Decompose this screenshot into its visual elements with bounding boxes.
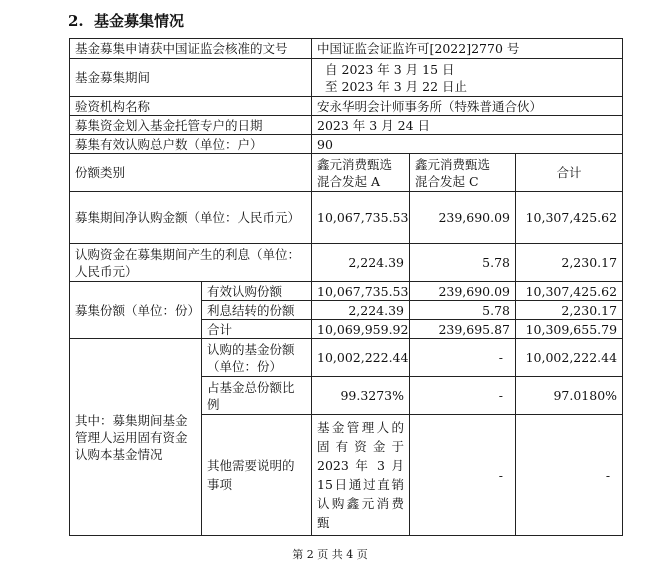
mgr-sub-label [202,339,312,377]
transfer-value: 2023 年 3 月 24 日 [312,116,623,135]
section-title: 基金募集情况 [94,12,185,30]
table-row [70,116,623,135]
mgr-other-label: 其他需要说明的事项 [202,415,312,536]
table-row [70,135,623,154]
mgr-label: 其中：募集期间基金管理人运用固有资金认购本基金情况 [70,339,202,536]
class-a-line2: 混合发起 A [317,173,381,189]
shares-eff-label: 有效认购份额 [202,282,312,301]
mgr-pct-label [202,377,312,415]
mgr-sub-total: 10,002,222.44 [516,339,623,377]
class-label: 份额类别 [70,154,312,192]
mgr-other-c: - [410,415,516,536]
households-label: 募集有效认购总户数（单位：户） [70,135,312,154]
fund-raising-table [69,38,623,536]
mgr-pct-c: - [410,377,516,415]
mgr-pct-line2: 例 [207,396,220,412]
shares-sum-total: 10,309,655.79 [516,320,623,339]
shares-int-label: 利息结转的份额 [202,301,312,320]
mgr-pct-total: 97.0180% [516,377,623,415]
transfer-label: 募集资金划入基金托管专户的日期 [70,116,312,135]
audit-label: 验资机构名称 [70,97,312,116]
households-value: 90 [312,135,623,154]
table-row [70,339,623,377]
table-row [70,39,623,59]
shares-int-a: 2,224.39 [312,301,410,320]
section-heading [68,10,184,31]
mgr-pct-a: 99.3273% [312,377,410,415]
class-c-header [410,154,516,192]
shares-label: 募集份额（单位：份） [70,282,202,339]
interest-c: 5.78 [410,244,516,282]
net-c: 239,690.09 [410,192,516,244]
shares-sum-c: 239,695.87 [410,320,516,339]
period-label: 基金募集期间 [70,59,312,97]
mgr-other-total: - [516,415,623,536]
mgr-other-a: 基金管理人的固有资金于2023 年 3 月 15日通过直销认购鑫元消费甄 [312,415,410,536]
table-row [70,282,623,301]
mgr-pct-line1: 占基金总份额比 [207,379,295,395]
net-a: 10,067,735.53 [312,192,410,244]
shares-sum-label: 合计 [202,320,312,339]
shares-eff-c: 239,690.09 [410,282,516,301]
period-to: 至 2023 年 3 月 22 日止 [325,78,468,94]
net-total: 10,307,425.62 [516,192,623,244]
shares-int-c: 5.78 [410,301,516,320]
class-total-header: 合计 [516,154,623,192]
class-c-line2: 混合发起 C [415,173,479,189]
shares-int-total: 2,230.17 [516,301,623,320]
interest-a: 2,224.39 [312,244,410,282]
mgr-sub-c: - [410,339,516,377]
page-footer: 第 2 页 共 4 页 [292,548,368,561]
interest-total: 2,230.17 [516,244,623,282]
mgr-sub-a: 10,002,222.44 [312,339,410,377]
net-label: 募集期间净认购金额（单位：人民币元） [70,192,312,244]
table-row [70,97,623,116]
period-value [312,59,623,97]
shares-sum-a: 10,069,959.92 [312,320,410,339]
interest-label: 认购资金在募集期间产生的利息（单位：人民币元） [70,244,312,282]
mgr-sub-line1: 认购的基金份额 [207,341,295,357]
class-a-line1: 鑫元消费甄选 [317,156,393,172]
approval-value: 中国证监会证监许可[2022]2770 号 [312,39,623,59]
table-row [70,244,623,282]
approval-label: 基金募集申请获中国证监会核准的文号 [70,39,312,59]
table-row [70,59,623,97]
shares-eff-total: 10,307,425.62 [516,282,623,301]
period-from: 自 2023 年 3 月 15 日 [325,61,455,77]
audit-value: 安永华明会计师事务所（特殊普通合伙） [312,97,623,116]
shares-eff-a: 10,067,735.53 [312,282,410,301]
table-row [70,192,623,244]
table-row [70,154,623,192]
class-a-header [312,154,410,192]
section-number: 2. [68,12,84,30]
class-c-line1: 鑫元消费甄选 [415,156,491,172]
mgr-sub-line2: （单位：份） [207,358,283,374]
